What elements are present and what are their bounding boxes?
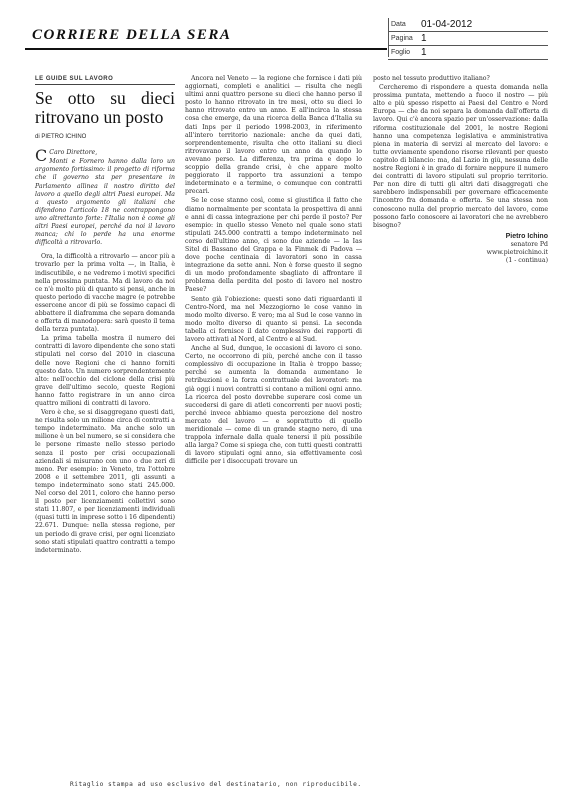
paragraph: La prima tabella mostra il numero dei contratti di lavoro dipendente che sono stati stipulati nel corso del 2010 in ciascuna delle nove Regioni che ci hanno forniti questo dato. Un numero sorprendentemente alto: nell'occhio del ciclone della crisi più grave dell'ultimo secolo, queste Regioni hanno fatto registrare in un anno circa quattro milioni di contratti di lavoro. xyxy=(35,335,175,407)
paragraph: posto nel tessuto produttivo italiano? xyxy=(373,75,490,82)
column-2 xyxy=(185,75,362,468)
paragraph: Ancora nel Veneto — la regione che fornisce i dati più aggiornati, completi e analitici — risulta che negli ultimi anni quattro persone su dieci che hanno perso il posto lo hanno ritrovato in tre mesi, otto su dieci lo hanno ritrovato entro un anno. E all'incirca la stessa cosa che emerge, da una ricerca della Banca d'Italia su dati Inps per il periodo 1998-2003, in riferimento all'intero territorio nazionale: anche da quei dati, sorprendentemente, risulta che otto italiani su dieci ritrovavano il lavoro entro un anno da quando lo avevano perso. La differenza, tra prima e dopo lo scoppio della grande crisi, è che appare molto peggiorato il rapporto tra assunzioni a tempo indeterminato e a termine, o comunque con contratti precari. xyxy=(185,75,362,196)
section-tag: LE GUIDE SUL LAVORO xyxy=(35,75,175,85)
letter-body: Monti e Fornero hanno dalla loro un argomento fortissimo: il progetto di riforma che il governo sta per presentare in Parlamento allinea il nostro diritto del lavoro a quello degli altri Paesi europei. Ma a questo argomento gli italiani che difendono l'articolo 18 ne contrappongono uno altrettanto forte: l'Italia non è come gli altri Paesi europei, perché da noi il lavoro manca; chi lo perde ha una enorme difficoltà a ritrovarlo. xyxy=(35,158,175,247)
masthead: CORRIERE DELLA SERA xyxy=(32,27,232,43)
meta-label: Foglio xyxy=(391,49,411,56)
continued-note: (1 - continua) xyxy=(505,256,548,264)
signature-role: senatore Pd xyxy=(510,240,548,248)
meta-label: Data xyxy=(391,21,406,28)
meta-value: 1 xyxy=(421,33,427,44)
column-1 xyxy=(35,75,175,556)
dropcap: C xyxy=(35,146,48,166)
meta-row-date xyxy=(388,18,548,32)
meta-label: Pagina xyxy=(391,35,413,42)
paragraph: Vero è che, se si disaggregano questi dati, ne risulta solo un milione circa di contratti a tempo indeterminato. Ma anche solo un milione è un bel numero, se si considera che le persone rimaste nello stesso periodo senza il posto per crisi occupazionali aziendali si misurano con uno o due zeri di meno. Per esempio: in Veneto, tra l'ottobre 2008 e il settembre 2011, gli assunti a tempo indeterminato sono stati 245.000. Nel corso del 2011, coloro che hanno perso il posto per licenziamenti collettivi sono stati 11.807, e per licenziamenti individuali (quasi tutti in imprese sotto i 16 dipendenti) 22.671. Dunque: nella stessa regione, per un periodo di grave crisi, per ogni licenziato sono stati stipulati quattro contratti a tempo indeterminato. xyxy=(35,409,175,554)
paragraph: Ora, la difficoltà a ritrovarlo — ancor più a trovarlo per la prima volta —, in Italia, è indiscutibile, e ne vedremo i motivi specifici nella prossima puntata. Ma di lavoro da noi ce n'è molto più di quanto si pensi, anche in questo periodo di vacche magre (e potrebbe essercene ancor di più se fossimo capaci di abbattere il diaframma che separa domanda e offerta di manodopera: sarà questo il tema della terza puntata). xyxy=(35,253,176,334)
page-header xyxy=(0,0,571,58)
meta-value: 01-04-2012 xyxy=(421,19,473,30)
footer-note: Ritaglio stampa ad uso esclusivo del destinatario, non riproducibile. xyxy=(70,781,362,788)
paragraph: Anche al Sud, dunque, le occasioni di lavoro ci sono. Certo, ne occorrono di più, perché anche con il tasso complessivo di occupazione in Italia è troppo basso; perché se aumenta la domanda aumentano le retribuzioni e la forza contrattuale dei lavoratori: ma già oggi i nuovi contratti si contano a milioni ogni anno. La ricerca del posto dovrebbe superare così come un succedersi di gare di atleti concorrenti per nuovi posti; perché invece abbiamo questa percezione del nostro mercato del lavoro — e soprattutto di quello meridionale — come di un grande stagno nero, di una trappola infernale dalla quale tenersi il più possibile alla larga? Come si spiega che, con tutti questi contratti di lavoro stipulati ogni anno, sia effettivamente così difficile per i disoccupati trovare un xyxy=(185,345,362,466)
meta-value: 1 xyxy=(421,47,427,58)
byline: di PIETRO ICHINO xyxy=(35,134,87,141)
letter-salutation: C Caro Direttore, xyxy=(35,146,98,166)
headline: Se otto su dieci ritrovano un posto xyxy=(35,88,175,128)
paragraph: Sento già l'obiezione: questi sono dati riguardanti il Centro-Nord, ma nel Mezzogiorno le cose vanno in modo molto diverso. È vero; ma al Sud le cose vanno in modo molto diverso di quanto si pensi. La seconda tabella ci fornisce il dato complessivo dei rapporti di lavoro attivati al Nord, al Centro e al Sud. xyxy=(185,295,362,343)
signature: Pietro Ichino xyxy=(505,232,548,240)
signature-web: www.pietroichino.it xyxy=(486,248,548,256)
letter-intro xyxy=(35,146,175,247)
column-3 xyxy=(373,75,548,265)
meta-box xyxy=(388,18,548,60)
meta-row-sheet xyxy=(388,46,548,60)
paragraph: Se le cose stanno così, come si giustifica il fatto che diamo normalmente per scontata la prospettiva di anni e anni di cassa integrazione per chi perde il posto? Per esempio: in quello stesso Veneto nel quale sono stati stipulati 245.000 contratti a tempo indeterminato nel corso dell'ultimo anno, ci sono due aziende — la Ias Sitel di Bassano del Grappa e la Finmek di Padova — dove poche centinaia di lavoratori sono in cassa integrazione da sette anni. Non è forse questo il segno di un modo profondamente sbagliato di affrontare il problema della perdita del posto di lavoro nel nostro Paese? xyxy=(185,197,362,294)
paragraph: Cercheremo di rispondere a questa domanda nella prossima puntata, mettendo a fuoco il nostro — più alto e più spesso rispetto ai Paesi del Centro e Nord Europa — che da noi separa la domanda dall'offerta di lavoro. Qui c'è ancora spazio per un'osservazione: dalla riforma costituzionale del 2001, le nostre Regioni hanno una competenza legislativa e amministrativa piena in materia di servizi al mercato del lavoro: e tutte ovviamente spendono risorse rilevanti per questo capitolo di bilancio: ma, dal Lazio in giù, nessuna delle nostre Regioni è in grado di fornire neppure il numero dei contratti di lavoro stipulati sul proprio territorio. Per non dire di tutti gli altri dati disaggregati che sarebbero indispensabili per governare efficacemente l'incontro fra domanda e offerta. Se una stessa non conoscono nulla del proprio mercato del lavoro, come possono farlo conoscere ai lavoratori che ne avrebbero bisogno? xyxy=(373,84,548,229)
meta-divider xyxy=(388,18,389,57)
header-rule xyxy=(25,48,387,50)
meta-row-page xyxy=(388,32,548,46)
